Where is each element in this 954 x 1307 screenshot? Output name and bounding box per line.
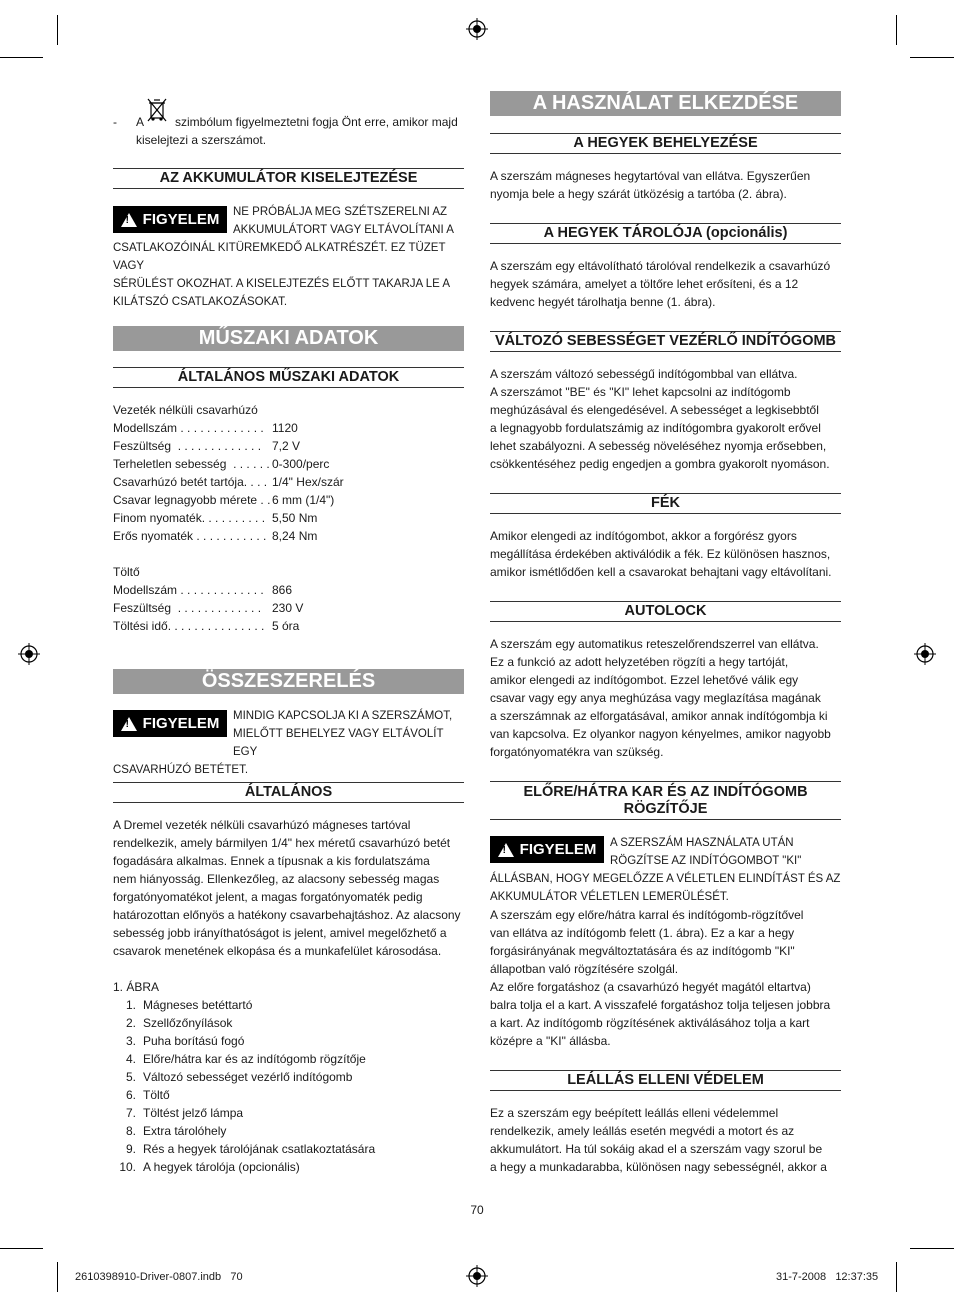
item-text: Töltést jelző lámpa: [143, 1106, 244, 1120]
warning-line: CSATLAKOZÓINÁL KITÜREMKEDŐ ALKATRÉSZÉT. EZ TÜZET VAGY: [113, 242, 446, 272]
battery-warning: [113, 203, 464, 311]
registration-mark-icon: [466, 18, 488, 40]
text-line: akkumulátort. Ha túl sokáig akad el a szerszám vagy szorul be: [490, 1142, 823, 1156]
brake-paragraph: [490, 527, 841, 581]
warning-line: A SZERSZÁM HASZNÁLATA UTÁN: [610, 837, 794, 849]
text-line: Az előre forgatáshoz (a csavarhúzó hegyét magától eltartva): [490, 980, 811, 994]
item-text: A hegyek tárolója (opcionális): [143, 1160, 300, 1174]
list-item: [113, 1140, 464, 1158]
item-text: Puha borítású fogó: [143, 1034, 245, 1048]
lever-heading-line: RÖGZÍTŐJE: [623, 801, 708, 817]
registration-mark-icon: [466, 1265, 488, 1287]
battery-heading: AZ AKKUMULÁTOR KISELEJTEZÉSE: [113, 168, 464, 189]
text-line: meghúzásával és elengedésével. A sebességet a legkisebbtől: [490, 403, 819, 417]
warning-line: RÖGZÍTSE AZ INDÍTÓGOMBOT "KI": [610, 855, 802, 867]
spec-value: 8,24 Nm: [272, 529, 318, 543]
spec-value: 866: [272, 583, 293, 597]
tips-heading: A HEGYEK BEHELYEZÉSE: [490, 133, 841, 154]
text-line: A szerszám egy eltávolítható tárolóval rendelkezik a csavarhúzó: [490, 259, 831, 273]
warning-line: AKKUMULÁTOR VÉLETLEN LEMERÜLÉSÉT.: [490, 891, 729, 903]
item-number: 10.: [119, 1160, 136, 1174]
trigger-heading: VÁLTOZÓ SEBESSÉGET VEZÉRLŐ INDÍTÓGOMB: [490, 331, 841, 352]
assembly-banner: ÖSSZESZERELÉS: [113, 669, 464, 694]
use-banner: A HASZNÁLAT ELKEZDÉSE: [490, 91, 841, 116]
item-text: Extra tárolóhely: [143, 1124, 227, 1138]
crop-mark: [57, 15, 58, 45]
tool-specs: [113, 401, 464, 635]
list-item: [113, 1086, 464, 1104]
tool-title: Vezeték nélküli csavarhúzó: [113, 403, 258, 417]
text-line: forgatónyomatékot jelent, a magas forgatónyomaték pedig: [113, 890, 423, 904]
item-number: 7.: [125, 1106, 136, 1120]
stall-heading: LEÁLLÁS ELLENI VÉDELEM: [490, 1070, 841, 1091]
lever-warning: [490, 834, 841, 906]
footer-file: 2610398910-Driver-0807.indb 70: [75, 1271, 243, 1283]
warning-line: ÁLLÁSBAN, HOGY MEGELŐZZE A VÉLETLEN ELINDÍTÁST ÉS AZ: [490, 873, 841, 885]
storage-paragraph: [490, 257, 841, 311]
registration-mark-icon: [914, 643, 936, 665]
text-line: állapotban való rögzítésére szolgál.: [490, 962, 679, 976]
list-item: [113, 1158, 464, 1176]
text-line: középre a "KI" állásba.: [490, 1034, 611, 1048]
spec-row: [113, 617, 464, 635]
figure-legend: [113, 978, 464, 1176]
list-item: [113, 1104, 464, 1122]
crop-mark: [896, 15, 897, 45]
storage-heading: A HEGYEK TÁROLÓJA (opcionális): [490, 223, 841, 244]
registration-mark-icon: [18, 643, 40, 665]
spec-value: 7,2 V: [272, 439, 301, 453]
warning-icon: !: [121, 717, 137, 731]
spec-value: 1/4" Hex/szár: [272, 475, 344, 489]
brake-heading: FÉK: [490, 493, 841, 514]
text-line: hegyek számára, amelyet a töltőre lehet erősíteni, és a 12: [490, 277, 799, 291]
item-text: Szellőzőnyílások: [143, 1016, 233, 1030]
text-line: van ellátva az indítógomb felett (1. ábra). Ez a kar a hegy: [490, 926, 795, 940]
spec-row: [113, 599, 464, 617]
intro-a: A: [136, 115, 145, 129]
crop-mark: [910, 1248, 954, 1249]
warning-line: MINDIG KAPCSOLJA KI A SZERSZÁMOT,: [233, 710, 453, 722]
spec-key: Terheletlen sebesség . . . . . .: [113, 457, 270, 471]
text-line: amikor elengedi az indítógombot. Ezzel lehetővé válik egy: [490, 673, 799, 687]
item-number: 8.: [125, 1124, 136, 1138]
warning-line: CSAVARHÚZÓ BETÉTET.: [113, 764, 249, 776]
spec-row: [113, 509, 464, 527]
item-text: Rés a hegyek tárolójának csatlakoztatására: [143, 1142, 376, 1156]
item-text: Változó sebességet vezérlő indítógomb: [143, 1070, 353, 1084]
spec-key: Feszültség . . . . . . . . . . . . .: [113, 601, 262, 615]
spec-key: Finom nyomaték. . . . . . . . . .: [113, 511, 266, 525]
general-paragraph: [113, 816, 464, 960]
text-line: rendelkezik, amely bármilyen 1/4" hex méretű csavarhúzó betét: [113, 836, 451, 850]
text-line: a hegy a munkadarabba, különösen nagy sebességnél, akkor a: [490, 1160, 827, 1174]
warning-line: SÉRÜLÉST OKOZHAT. A KISELEJTEZÉS ELŐTT TAKARJA LE A: [113, 278, 451, 290]
tips-paragraph: [490, 167, 841, 203]
item-number: 5.: [125, 1070, 136, 1084]
stall-paragraph: [490, 1104, 841, 1176]
spec-row: [113, 581, 464, 599]
figure-title: 1. ÁBRA: [113, 980, 160, 994]
spec-key: Modellszám . . . . . . . . . . . . .: [113, 421, 264, 435]
spec-value: 5 óra: [272, 619, 300, 633]
text-line: van kapcsolva. Ez olyankor nagyon kényelmes, amikor nagyobb: [490, 727, 831, 741]
crop-mark: [57, 1262, 58, 1292]
text-line: a legnagyobb fordulatszámig az indítógombra gyakorolt erővel: [490, 421, 821, 435]
page-number: 70: [470, 1203, 484, 1217]
list-item: [113, 1032, 464, 1050]
spec-key: Töltési idő. . . . . . . . . . . . . . .: [113, 619, 265, 633]
lever-heading-line: ELŐRE/HÁTRA KAR ÉS AZ INDÍTÓGOMB: [523, 784, 808, 800]
text-line: Ez a szerszám egy beépített leállás elleni védelemmel: [490, 1106, 779, 1120]
text-line: fogadására alkalmas. Ennek a típusnak a kis fordulatszáma: [113, 854, 430, 868]
text-line: forgásirányának megváltoztatására és az indítógomb "KI": [490, 944, 795, 958]
general-tech-heading: ÁLTALÁNOS MŰSZAKI ADATOK: [113, 367, 464, 388]
spec-key: Csavar legnagyobb mérete . .: [113, 493, 271, 507]
tech-data-banner: MŰSZAKI ADATOK: [113, 326, 464, 351]
warning-label: FIGYELEM: [142, 211, 220, 228]
item-number: 6.: [125, 1088, 136, 1102]
item-text: Töltő: [143, 1088, 170, 1102]
spec-value: 1120: [272, 421, 298, 435]
autolock-heading: AUTOLOCK: [490, 601, 841, 622]
text-line: amikor ismétlődően kell a csavarokat behajtani vagy eltávolítani.: [490, 565, 832, 579]
crossed-bin-icon: [146, 97, 168, 123]
crop-mark: [896, 1262, 897, 1292]
text-line: Ez a funkció az adott helyzetében rögzíti a hegy tartóját,: [490, 655, 789, 669]
item-number: 3.: [125, 1034, 136, 1048]
text-line: A szerszám mágneses hegytartóval van ellátva. Egyszerűen: [490, 169, 811, 183]
spec-row: [113, 527, 464, 545]
assembly-warning: [113, 707, 464, 779]
warning-icon: !: [498, 843, 514, 857]
text-line: A Dremel vezeték nélküli csavarhúzó mágneses tartóval: [113, 818, 411, 832]
crop-mark: [0, 1248, 43, 1249]
footer-date: 31-7-2008 12:37:35: [776, 1271, 879, 1283]
spec-key: Csavarhúzó betét tartója. . . .: [113, 475, 268, 489]
trigger-paragraph: [490, 365, 841, 473]
warning-line: AKKUMULÁTORT VAGY ELTÁVOLÍTANI A: [233, 224, 454, 236]
text-line: balra tolja el a kart. A visszafelé forgatáshoz tolja teljesen jobbra: [490, 998, 831, 1012]
list-item: [113, 1122, 464, 1140]
spec-key: Modellszám . . . . . . . . . . . . .: [113, 583, 264, 597]
text-line: rendelkezik, amely leállás esetén megvédi a motort és az: [490, 1124, 795, 1138]
text-line: Amikor elengedi az indítógombot, akkor a forgórész gyors: [490, 529, 797, 543]
warning-icon: !: [121, 213, 137, 227]
text-line: sebesség jobb irányíthatóságot is jelent, amivel megelőzhető a: [113, 926, 447, 940]
text-line: határozottan előnyös a hatékony csavarbehajtáshoz. Az alacsony: [113, 908, 461, 922]
text-line: csavar vagy egy anya meghúzása vagy meglazítása magának: [490, 691, 821, 705]
spec-row: [113, 473, 464, 491]
item-number: 4.: [125, 1052, 136, 1066]
item-number: 2.: [125, 1016, 136, 1030]
item-text: Előre/hátra kar és az indítógomb rögzítője: [143, 1052, 366, 1066]
warning-line: NE PRÓBÁLJA MEG SZÉTSZERELNI AZ: [233, 206, 448, 218]
text-line: csavarok menetének elkopása és a munkafelület károsodása.: [113, 944, 442, 958]
list-item: [113, 1050, 464, 1068]
item-text: Mágneses betéttartó: [143, 998, 253, 1012]
text-line: forgatónyomatékra van szükség.: [490, 745, 664, 759]
warning-label: FIGYELEM: [519, 841, 597, 858]
lever-paragraph: [490, 906, 841, 1050]
text-line: a szerszámnak az elforgatásával, amikor annak indítógombja ki: [490, 709, 828, 723]
text-line: nem hiányosság. Ellenkezőleg, az alacsony sebesség magas: [113, 872, 440, 886]
spec-value: 6 mm (1/4"): [272, 493, 335, 507]
text-line: megállítása érdekében aktiválódik a fék. Ez különösen hasznos,: [490, 547, 831, 561]
spec-key: Feszültség . . . . . . . . . . . . .: [113, 439, 262, 453]
text-line: A szerszám egy előre/hátra karral és indítógomb-rögzítővel: [490, 908, 804, 922]
spec-value: 0-300/perc: [272, 457, 330, 471]
general-heading: ÁLTALÁNOS: [113, 782, 464, 803]
spec-row: [113, 491, 464, 509]
spec-row: [113, 419, 464, 437]
lever-heading: [490, 781, 841, 820]
list-item: [113, 1068, 464, 1086]
crop-mark: [0, 57, 43, 58]
text-line: kedvenc hegyét tárolhatja benne (1. ábra).: [490, 295, 716, 309]
warning-label: FIGYELEM: [142, 715, 220, 732]
autolock-paragraph: [490, 635, 841, 761]
crop-mark: [910, 57, 954, 58]
intro-text-2: kiselejtezi a szerszámot.: [136, 133, 267, 147]
text-line: A szerszám egy automatikus reteszelőrendszerrel van ellátva.: [490, 637, 819, 651]
text-line: lehet szabályozni. A sebesség növeléséhez nyomja erősebben,: [490, 439, 827, 453]
text-line: nyomja bele a hegy szárát ütközésig a tartóba (2. ábra).: [490, 187, 787, 201]
text-line: a kart. Az indítógomb rögzítésének aktiválásához tolja a kart: [490, 1016, 810, 1030]
charger-title: Töltő: [113, 565, 140, 579]
warning-line: KILÁTSZÓ CSATLAKOZÁSOKAT.: [113, 296, 288, 308]
intro-text-1: szimbólum figyelmeztetni fogja Önt erre, amikor majd: [175, 115, 458, 129]
list-item: [113, 1014, 464, 1032]
spec-value: 230 V: [272, 601, 304, 615]
spec-row: [113, 437, 464, 455]
list-item: [113, 996, 464, 1014]
intro-dash: -: [113, 115, 117, 129]
spec-key: Erős nyomaték . . . . . . . . . . .: [113, 529, 267, 543]
text-line: A szerszám változó sebességű indítógombbal van ellátva.: [490, 367, 798, 381]
spec-row: [113, 455, 464, 473]
item-number: 9.: [125, 1142, 136, 1156]
item-number: 1.: [125, 998, 136, 1012]
text-line: A szerszámot "BE" és "KI" lehet kapcsolni az indítógomb: [490, 385, 791, 399]
spec-value: 5,50 Nm: [272, 511, 318, 525]
warning-line: MIELŐTT BEHELYEZ VAGY ELTÁVOLÍT EGY: [233, 728, 444, 758]
text-line: csökkentéséhez pedig engedjen a gombra gyakorolt nyomáson.: [490, 457, 830, 471]
